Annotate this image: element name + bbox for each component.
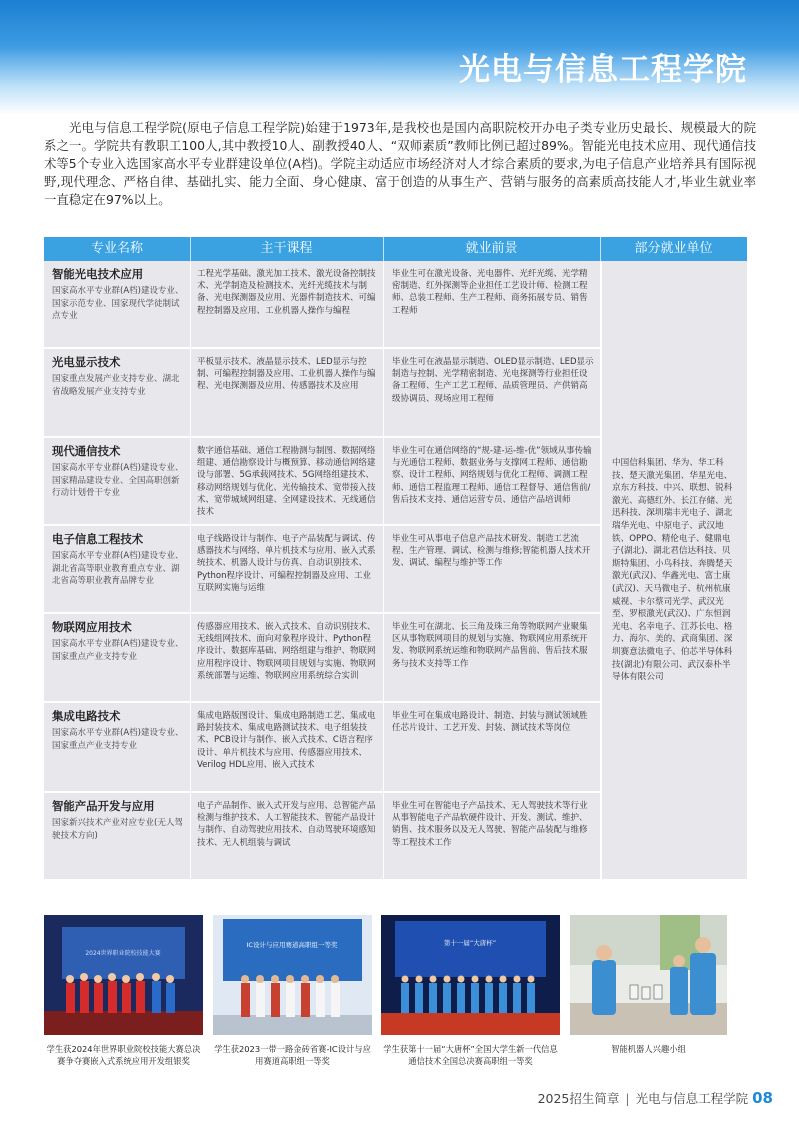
courses-text: 电子线路设计与制作、电子产品装配与调试、传感器技术与网络、单片机技术与应用、嵌入式系统技术、机器人设计与仿真、自动识别技术、Python程序设计、可编程控制器及应用、工业互联网实施与运维 [197,534,376,593]
page-title: 光电与信息工程学院 [459,52,747,88]
courses-text: 工程光学基础、激光加工技术、激光设备控制技术、光学制造及检测技术、光纤光缆技术与制备、光电探测器及应用、光器件制造技术、可编程控制器及应用、工业机器人操作与编程 [197,269,376,316]
major-cell [44,614,190,701]
award-photo-1 [44,915,203,1035]
table-row [44,614,600,701]
prospects-cell [384,526,600,612]
courses-text: 平板显示技术、液晶显示技术、LED显示与控制、可编程控制器及应用、工业机器人操作与编程、光电探测器及应用、传感器技术及应用 [197,357,376,392]
major-name: 集成电路技术 [52,709,121,723]
major-cell [44,349,190,436]
header-employers: 部分就业单位 [634,241,713,256]
major-tag: 国家重点发展产业支持专业、湖北省战略发展产业支持专业 [52,374,180,397]
intro-paragraph: 光电与信息工程学院(原电子信息工程学院)始建于1973年,是我校也是国内高职院校开办电子类专业历史最长、规模最大的院系之一。学院共有教职工100人,其中教授10人、副教授40人、“双师素质”教师比例已超过89%。智能光电技术应用、现代通信技术等5个专业入选国家高水平专业群建设单位(A档)。学院主动适应市场经济对人才综合素质的要求,为电子信息产业培养具有国际视野,现代理念、严格自律、基础扎实、能力全面、身心健康、富于创造的从事生产、营销与服务的高素质高技能人才,毕业生就业率一直稳定在97%以上。 [44,120,756,207]
table-header [44,237,747,261]
photo-2-banner: IC设计与应用赛道高职组一等奖 [246,941,338,949]
photo-1-caption: 学生获2024年世界职业院校技能大赛总决赛争夺赛嵌入式系统应用开发组银奖 [46,1044,201,1066]
award-photo-3 [381,915,560,1035]
footer-brochure-title: 2025招生简章 [537,1091,620,1106]
photo-3-banner: 第十一届“大唐杯” [443,939,497,947]
major-tag: 国家高水平专业群(A档)建设专业、国家精品建设专业、全国高职创新行动计划骨干专业 [52,463,184,498]
major-cell [44,793,190,879]
award-photo-2 [213,915,372,1035]
prospects-text: 毕业生可在智能电子产品技术、无人驾驶技术等行业从事智能电子产品软硬件设计、开发、测试、维护、销售、技术服务以及无人驾驶、智能产品装配与维修等工程技术工作 [392,801,588,848]
courses-text: 电子产品制作、嵌入式开发与应用、总智能产品检测与维护技术、人工智能技术、智能产品设计与制作、自动驾驶应用技术、自动驾驶环境感知技术、无人机组装与调试 [197,801,376,848]
prospects-cell [384,614,600,701]
courses-cell [191,703,382,791]
major-name: 智能光电技术应用 [52,267,144,281]
major-cell [44,438,190,524]
photo-1-banner: 2024世界职业院校技能大赛 [85,950,161,957]
prospects-cell [384,703,600,791]
courses-cell [191,349,382,436]
major-tag: 国家高水平专业群(A档)建设专业、国家重点产业支持专业 [52,639,184,662]
table-row [44,349,600,436]
courses-cell [191,793,382,879]
prospects-cell [384,438,600,524]
courses-cell [191,526,382,612]
employers-text: 中国信科集团、华为、华工科技、楚天激光集团、华星光电、京东方科技、中兴、联想、锐科激光、高德红外、长江存储、光迅科技、深圳瑞丰光电子、湖北瑞华光电、中原电子、武汉地铁、OPPO、精伦电子、健鼎电子(湖北)、湖北君信达科技、贝斯特集团、小鸟科技、奔腾楚天激光(武汉)、华鑫光电、富士康(武汉)、天马微电子、杭州杭康威视、卡尔蔡司光学、武汉光至、罗根激光(武汉)、广东恒润光电、名幸电子、江苏长电、格力、海尔、美的、武商集团、深圳赛意法微电子、伯芯半导体科技(湖北)有限公司、武汉泰朴半导体有限公司 [612,458,733,683]
major-cell [44,526,190,612]
table-row [44,793,600,879]
table-row [44,438,600,524]
major-cell [44,703,190,791]
courses-cell [191,614,382,701]
photo-3-caption: 学生获第十一届“大唐杯”全国大学生新一代信息通信技术全国总决赛高职组一等奖 [383,1044,558,1066]
courses-cell [191,261,382,347]
photo-4-caption: 智能机器人兴趣小组 [611,1044,686,1054]
robot-club-photo [570,915,727,1035]
prospects-text: 毕业生可在激光设备、光电器件、光纤光缆、光学精密制造、红外探测等企业担任工艺设计师、检测工程师、总装工程师、生产工程师、商务拓展专员、销售工程师 [392,269,588,316]
prospects-text: 毕业生可在通信网络的“规-建-运-维-优”领域从事传输与光通信工程师、数据业务与支撑网工程师、通信勘察、设计工程师、网络规划与优化工程师、调测工程师、通信工程监理工程师、通信工程督导、通信售前/售后技术支持、通信运营专员、通信产品培训师 [392,446,592,505]
courses-text: 传感器应用技术、嵌入式技术、自动识别技术、无线组网技术、面向对象程序设计、Python程序设计、数据库基础、网络组建与维护、物联网应用程序设计、物联网项目规划与实施、物联网系统部署与运维、物联网应用系统综合实训 [197,622,376,681]
major-tag: 国家高水平专业群(A档)建设专业、湖北省高等职业教育重点专业、湖北省高等职业教育品牌专业 [52,551,184,586]
table-row [44,261,600,347]
header-core-courses: 主干课程 [260,241,313,256]
page-number: 08 [752,1089,773,1107]
major-name: 光电显示技术 [52,355,121,369]
prospects-cell [384,793,600,879]
employers-cell [602,261,747,879]
prospects-text: 毕业生可从事电子信息产品技术研发、制造工艺流程、生产管理、调试、检测与维修;智能机器人技术开发、调试、编程与维护等工作 [392,534,591,569]
major-name: 现代通信技术 [52,444,121,458]
table-row [44,703,600,791]
prospects-cell [384,349,600,436]
courses-text: 数字通信基础、通信工程勘测与制图、数据网络组建、通信勘察设计与概预算、移动通信网络建设与部署、5G承载网技术、5G网络组建技术、移动网络规划与优化、光传输技术、宽带接入技术、宽带城域网组建、全网建设技术、无线通信技术 [197,446,376,518]
major-tag: 国家高水平专业群(A档)建设专业、国家重点产业支持专业 [52,728,184,751]
major-name: 电子信息工程技术 [52,532,144,546]
major-tag: 国家新兴技术产业对应专业(无人驾驶技术方向) [52,818,183,841]
page-footer [538,1089,773,1107]
header-prospects: 就业前景 [465,241,518,256]
majors-table [44,237,747,879]
prospects-text: 毕业生可在湖北、长三角及珠三角等物联网产业聚集区从事物联网项目的规划与实施、物联网应用系统开发、物联网系统运维和物联网产品售前、售后技术服务与技术支持等工作 [392,622,588,669]
major-cell [44,261,190,347]
courses-cell [191,438,382,524]
courses-text: 集成电路版图设计、集成电路制造工艺、集成电路封装技术、集成电路测试技术、电子组装技术、PCB设计与制作、嵌入式技术、C语言程序设计、单片机技术与应用、传感器应用技术、Verilog HDL应用、嵌入式技术 [197,711,376,770]
major-name: 物联网应用技术 [52,620,132,634]
major-name: 智能产品开发与应用 [52,799,155,813]
table-row [44,526,600,612]
prospects-cell [384,261,600,347]
prospects-text: 毕业生可在集成电路设计、制造、封装与测试领域胜任芯片设计、工艺开发、封装、测试技术等岗位 [392,711,588,734]
footer-divider: | [625,1091,630,1106]
header-major-name: 专业名称 [90,241,143,256]
prospects-text: 毕业生可在液晶显示制造、OLED显示制造、LED显示制造与控制、光学精密制造、光电探测等行业担任设备工程师、生产工艺工程师、品质管理员、产供销高级协调员、现场应用工程师 [392,357,594,404]
photo-2-caption: 学生获2023一带一路金砖省赛-IC设计与应用赛道高职组一等奖 [214,1044,371,1066]
major-tag: 国家高水平专业群(A档)建设专业、国家示范专业、国家现代学徒制试点专业 [52,286,184,321]
footer-dept: 光电与信息工程学院 [635,1091,749,1106]
